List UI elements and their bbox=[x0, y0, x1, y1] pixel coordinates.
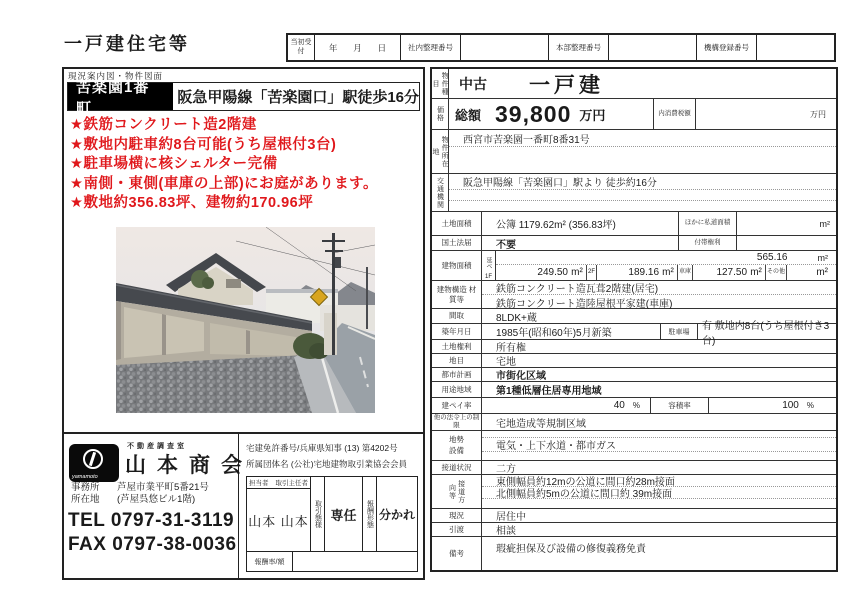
reception-table bbox=[286, 33, 836, 62]
zoning-value: 第1種低層住居専用地域 bbox=[496, 386, 602, 397]
price-total-label: 総額 bbox=[455, 107, 482, 123]
floor2-area: 189.16 bbox=[628, 267, 660, 278]
road-contact-label: 接道状況 bbox=[432, 461, 482, 474]
coverage-label: 建ペイ率 bbox=[432, 398, 482, 413]
garage-area: 127.50 bbox=[716, 267, 748, 278]
row-handover bbox=[432, 522, 836, 536]
fee-type-label: 報酬形態 bbox=[363, 477, 377, 551]
status-label: 現況 bbox=[432, 509, 482, 522]
layout-value: 8LDK+蔵 bbox=[496, 312, 537, 324]
row-status bbox=[432, 508, 836, 522]
company-section bbox=[64, 432, 423, 578]
status-value: 居住中 bbox=[496, 512, 526, 523]
spec-table bbox=[430, 67, 838, 572]
row-city-plan bbox=[432, 367, 836, 381]
row-location bbox=[432, 129, 836, 173]
row-price bbox=[432, 98, 836, 129]
floor1-unit: m² bbox=[571, 267, 583, 278]
office-label: 事務所 bbox=[71, 482, 100, 493]
attached-rights-value bbox=[736, 236, 836, 250]
total-floor-label: 延べ bbox=[485, 256, 491, 269]
panel-caption: 現況案内図・物件図面 bbox=[68, 71, 164, 81]
handover-label: 引渡 bbox=[432, 523, 482, 536]
location-label: 物件所在地 bbox=[432, 130, 449, 173]
access-value: 阪急甲陽線「苦楽園口」駅より 徒歩約16分 bbox=[449, 174, 836, 190]
fax-number: FAX 0797-38-0036 bbox=[68, 534, 237, 555]
row-access bbox=[432, 173, 836, 211]
highlight-item: ★南側・東側(車庫の上部)にお庭があります。 bbox=[70, 175, 378, 192]
company-tagline: 不動産調査室 bbox=[127, 443, 187, 450]
license-number: 宅建免許番号/兵庫県知事 (13) 第4202号 bbox=[246, 443, 398, 453]
tax-label: 内消費税額 bbox=[654, 99, 696, 129]
road-detail-line1: 東側幅員約12mの公道に間口約28m接面 bbox=[482, 475, 836, 487]
property-type-main: 一戸建 bbox=[529, 73, 604, 97]
row-road-detail bbox=[432, 474, 836, 508]
row-remarks bbox=[432, 536, 836, 570]
other-restrictions-label: 他の法令上の制限 bbox=[432, 414, 482, 430]
coverage-unit: % bbox=[632, 401, 640, 410]
agent-label: 取引主任者 bbox=[275, 480, 308, 487]
row-zoning bbox=[432, 381, 836, 397]
left-panel bbox=[62, 67, 425, 580]
fee-rate-label: 報酬率/額 bbox=[247, 552, 293, 571]
garage-unit: m² bbox=[750, 267, 762, 278]
transaction-mode-label: 取引態様 bbox=[311, 477, 325, 551]
land-right-label: 土地権利 bbox=[432, 340, 482, 353]
property-photo bbox=[116, 227, 375, 413]
staff-names: 山本 山本 bbox=[248, 513, 309, 529]
building-area-total: 565.16 bbox=[756, 252, 788, 263]
phone-number: TEL 0797-31-3119 bbox=[68, 510, 235, 531]
highlight-list bbox=[70, 116, 378, 214]
utilities-value: 電気・上下水道・都市ガス bbox=[482, 438, 836, 452]
floor2-unit: m² bbox=[662, 267, 674, 278]
structure-line2: 鉄筋コンクリート造陸屋根平家建(車庫) bbox=[496, 299, 673, 310]
garage-label: 車庫 bbox=[677, 265, 693, 280]
other-area-label: その他 bbox=[765, 265, 787, 280]
row-property-type bbox=[432, 69, 836, 98]
city-plan-value: 市街化区域 bbox=[496, 371, 546, 382]
building-area-label: 建物面積 bbox=[432, 251, 482, 280]
transaction-mode-value: 専任 bbox=[325, 477, 363, 551]
company-logo bbox=[69, 444, 119, 482]
coverage-value: 40 bbox=[613, 400, 625, 411]
row-structure bbox=[432, 280, 836, 308]
terrain-label: 地勢 bbox=[449, 435, 464, 444]
parking-value: 有 敷地内8台(うち屋根付き3台) bbox=[702, 320, 830, 347]
property-type-label: 物件種目 bbox=[432, 69, 449, 98]
logo-word: yamamoto bbox=[72, 474, 98, 480]
far-value: 100 bbox=[782, 400, 799, 411]
road-detail-label: 接道方向等 bbox=[432, 475, 482, 508]
road-contact-value: 二方 bbox=[496, 464, 516, 475]
page-title: 一戸建住宅等 bbox=[64, 34, 190, 54]
built-date-value: 1985年(昭和60年)5月新築 bbox=[496, 328, 612, 339]
attached-rights-label: 付帯権利 bbox=[678, 236, 736, 250]
location-badge: 苦楽園1番町 bbox=[68, 83, 173, 110]
private-road-unit: m² bbox=[736, 212, 836, 235]
remarks-label: 備考 bbox=[432, 537, 482, 570]
handover-value: 相談 bbox=[496, 526, 516, 537]
private-road-label: ほかに私道面積 bbox=[678, 212, 736, 235]
org-no-label: 機構登録番号 bbox=[696, 35, 756, 60]
row-road-contact bbox=[432, 460, 836, 474]
access-label: 交通機関 bbox=[432, 174, 449, 211]
staff-table bbox=[246, 476, 418, 572]
row-land-category bbox=[432, 353, 836, 367]
remarks-value: 瑕疵担保及び設備の修復義務免責 bbox=[496, 544, 646, 555]
land-area-value: 公簿 1179.62m² (356.83坪) bbox=[496, 220, 616, 231]
layout-label: 間取 bbox=[432, 309, 482, 323]
price-amount: 39,800 bbox=[495, 100, 572, 127]
floor1-area: 249.50 bbox=[537, 267, 568, 278]
month-label: 月 bbox=[353, 42, 362, 53]
utilities-label: 設備 bbox=[449, 446, 464, 456]
land-area-label: 土地面積 bbox=[432, 212, 482, 235]
land-right-value: 所有権 bbox=[496, 343, 526, 354]
road-detail-line2: 北側幅員約5mの公道に間口約 39m接面 bbox=[482, 487, 836, 499]
hq-no-label: 本部整理番号 bbox=[548, 35, 608, 60]
hq-no-value bbox=[608, 35, 696, 60]
staff-label: 担当者 bbox=[249, 480, 269, 487]
office-address-line2: (芦屋呉悠ビル1階) bbox=[117, 494, 196, 505]
association-name: 所属団体名 (公社)宅地建物取引業協会会員 bbox=[246, 459, 408, 469]
highlight-item: ★駐車場横に核シェルター完備 bbox=[70, 156, 278, 172]
row-land-area bbox=[432, 211, 836, 235]
location-value: 西宮市苦楽園一番町8番31号 bbox=[449, 130, 836, 147]
highlight-item: ★敷地内駐車約8台可能(うち屋根付3台) bbox=[70, 136, 337, 153]
fee-type-value: 分かれ bbox=[378, 507, 415, 522]
structure-label: 建物構造 材質等 bbox=[432, 281, 482, 308]
internal-no-value bbox=[460, 35, 548, 60]
row-other-restrictions bbox=[432, 413, 836, 430]
reception-date bbox=[314, 35, 400, 60]
building-area-total-unit: m² bbox=[817, 252, 828, 263]
floor1-label: 1F bbox=[484, 274, 492, 280]
other-area-unit: m² bbox=[816, 267, 828, 278]
row-land-act bbox=[432, 235, 836, 250]
highlight-item: ★鉄筋コンクリート造2階建 bbox=[70, 117, 257, 133]
highlight-item: ★敷地約356.83坪、建物約170.96坪 bbox=[70, 195, 314, 211]
zoning-label: 用途地域 bbox=[432, 382, 482, 397]
structure-line1: 鉄筋コンクリート造瓦葺2階建(居宅) bbox=[482, 281, 836, 295]
floor2-label: 2F bbox=[586, 265, 597, 280]
office-address bbox=[71, 482, 209, 506]
day-label: 日 bbox=[377, 42, 387, 53]
land-act-value: 不要 bbox=[496, 239, 516, 251]
row-coverage bbox=[432, 397, 836, 413]
office-label: 所在地 bbox=[71, 494, 100, 505]
year-label: 年 bbox=[328, 42, 338, 53]
parking-label: 駐車場 bbox=[660, 324, 698, 339]
reception-label: 当初受付 bbox=[290, 39, 312, 55]
headline-text: 阪急甲陽線「苦楽園口」駅徒歩16分 bbox=[177, 89, 419, 106]
row-land-right bbox=[432, 339, 836, 353]
internal-no-label: 社内整理番号 bbox=[400, 35, 460, 60]
row-building-area bbox=[432, 250, 836, 280]
city-plan-label: 都市計画 bbox=[432, 368, 482, 381]
built-date-label: 築年月日 bbox=[432, 324, 482, 339]
far-label: 容積率 bbox=[650, 398, 708, 413]
price-unit: 万円 bbox=[579, 107, 606, 123]
property-type-sub: 中古 bbox=[459, 75, 487, 92]
headline-row bbox=[67, 78, 420, 117]
row-utilities bbox=[432, 430, 836, 460]
company-name: 山本商会 bbox=[125, 454, 253, 477]
land-act-label: 国土法届 bbox=[432, 236, 482, 250]
other-restrictions-value: 宅地造成等規制区域 bbox=[496, 418, 586, 430]
price-label: 価格 bbox=[432, 99, 449, 129]
land-category-label: 地目 bbox=[432, 354, 482, 367]
far-unit: % bbox=[806, 401, 814, 410]
tax-unit: 万円 bbox=[810, 109, 826, 119]
org-no-value bbox=[756, 35, 834, 60]
office-address-line1: 芦屋市業平町5番21号 bbox=[117, 482, 209, 493]
land-category-value: 宅地 bbox=[496, 357, 516, 368]
